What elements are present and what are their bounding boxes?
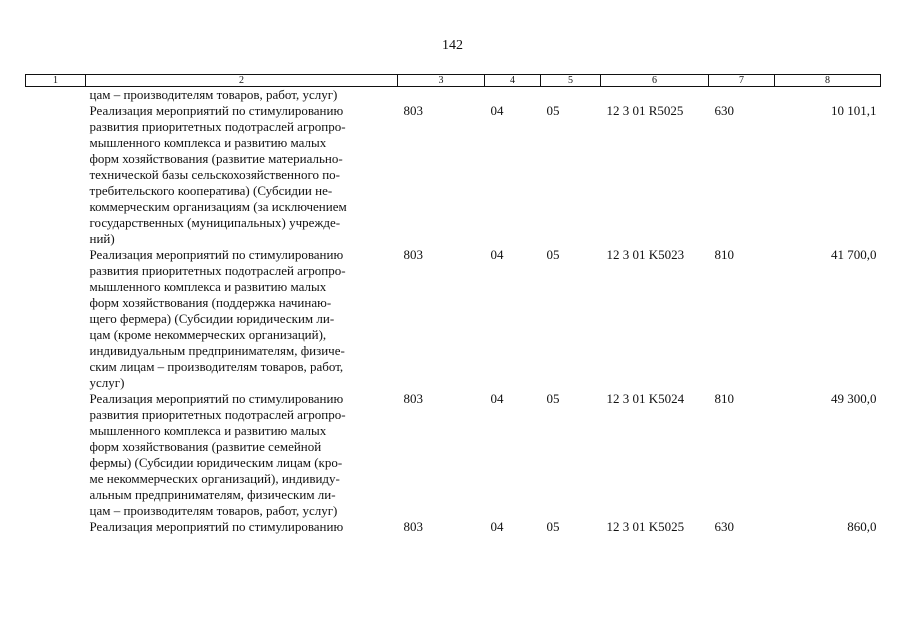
- continuation-row: [26, 87, 881, 104]
- header-col-7: 7: [709, 75, 775, 87]
- header-col-8: 8: [775, 75, 881, 87]
- header-col-6: 6: [601, 75, 709, 87]
- table-row: [26, 103, 881, 247]
- row-amount: 49 300,0: [831, 391, 877, 406]
- row-expense-type: 810: [714, 391, 734, 406]
- header-col-1: 1: [26, 75, 86, 87]
- row-description: Реализация мероприятий по стимулированию развития приоритетных подотраслей агропро- мышленного комплекса и развитию малых форм хозяйствования (развитие семейной фермы) (Субсидии юридическим лицам (кро- ме некоммерческих организаций), индивиду- альным предпринимателям, физическим ли- цам – производителям товаров, работ, услуг): [89, 391, 346, 518]
- continuation-text: цам – производителям товаров, работ, услуг): [89, 87, 338, 102]
- row-expense-type: 630: [714, 519, 734, 534]
- row-description: Реализация мероприятий по стимулированию развития приоритетных подотраслей агропро- мышленного комплекса и развитию малых форм хозяйствования (поддержка начинаю- щего фермера) (Субсидии юридическим ли- цам (кроме некоммерческих организаций), индивидуальным предпринимателям, физиче- ским лицам – производителям товаров, работ, услуг): [89, 247, 346, 390]
- row-expense-type: 810: [714, 247, 734, 262]
- header-col-4: 4: [485, 75, 541, 87]
- row-description: Реализация мероприятий по стимулированию развития приоритетных подотраслей агропро- мышленного комплекса и развитию малых форм хозяйствования (развитие материально- технической базы сельскохозяйственного по- требительского кооператива) (Субсидии не- коммерческим организациям (за исключением государственных (муниципальных) учрежде- ний): [89, 103, 347, 246]
- row-target-code: 12 3 01 K5024: [606, 391, 685, 406]
- row-subsection: 05: [546, 391, 560, 406]
- row-section: 04: [490, 103, 504, 118]
- row-section: 04: [490, 247, 504, 262]
- row-col1: [26, 391, 86, 519]
- header-col-2: 2: [86, 75, 398, 87]
- row-target-code: 12 3 01 K5023: [606, 247, 685, 262]
- row-target-code: 12 3 01 R5025: [606, 103, 684, 118]
- table-header: [26, 75, 881, 87]
- row-amount: 10 101,1: [831, 103, 877, 118]
- row-section: 04: [490, 391, 504, 406]
- table-body: [26, 87, 881, 536]
- row-description: Реализация мероприятий по стимулированию: [89, 519, 344, 534]
- page-number: 142: [442, 38, 463, 53]
- row-col1: [26, 103, 86, 247]
- row-ministry: 803: [403, 247, 423, 262]
- row-ministry: 803: [403, 391, 423, 406]
- row-expense-type: 630: [714, 103, 734, 118]
- row-subsection: 05: [546, 247, 560, 262]
- header-row: [26, 75, 881, 87]
- row-amount: 41 700,0: [831, 247, 877, 262]
- row-section: 04: [490, 519, 504, 534]
- row-ministry: 803: [403, 519, 423, 534]
- header-col-3: 3: [398, 75, 485, 87]
- row-subsection: 05: [546, 103, 560, 118]
- row-subsection: 05: [546, 519, 560, 534]
- table-row: [26, 391, 881, 519]
- table-row: [26, 247, 881, 391]
- row-amount: 860,0: [847, 519, 877, 534]
- table-row: [26, 519, 881, 535]
- row-target-code: 12 3 01 K5025: [606, 519, 685, 534]
- header-col-5: 5: [541, 75, 601, 87]
- row-ministry: 803: [403, 103, 423, 118]
- budget-table: [25, 74, 881, 535]
- row-col1: [26, 247, 86, 391]
- row-col1: [26, 519, 86, 535]
